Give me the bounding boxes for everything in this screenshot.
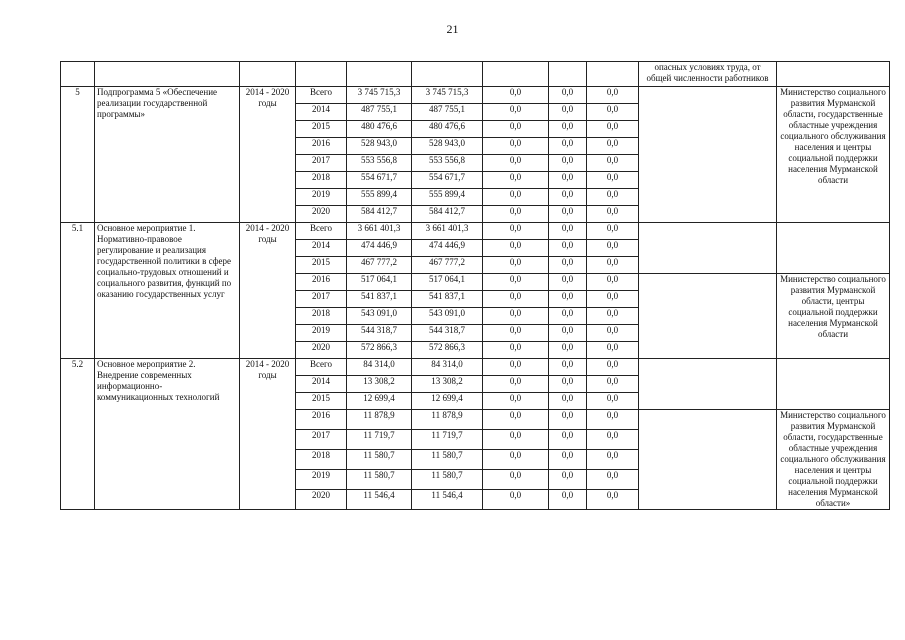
row-federal: 0,0	[483, 376, 549, 393]
row-region: 12 699,4	[412, 393, 483, 410]
header-cell	[549, 62, 587, 87]
row-local: 0,0	[549, 410, 587, 430]
header-cell	[777, 62, 890, 87]
executor-cell	[777, 223, 890, 274]
row-federal: 0,0	[483, 223, 549, 240]
row-region: 541 837,1	[412, 291, 483, 308]
row-other: 0,0	[587, 450, 639, 470]
section-name: Подпрограмма 5 «Обеспечение реализации государственной программы»	[95, 87, 240, 223]
row-federal: 0,0	[483, 450, 549, 470]
header-cell	[483, 62, 549, 87]
row-total: 84 314,0	[347, 359, 412, 376]
row-other: 0,0	[587, 257, 639, 274]
row-total: 544 318,7	[347, 325, 412, 342]
row-region: 3 661 401,3	[412, 223, 483, 240]
row-total: 553 556,8	[347, 155, 412, 172]
section-number: 5.2	[61, 359, 95, 510]
header-row	[61, 62, 890, 87]
row-year: 2016	[296, 410, 347, 430]
section-name: Основное мероприятие 2. Внедрение современных информационно-коммуникационных технологий	[95, 359, 240, 510]
row-region: 84 314,0	[412, 359, 483, 376]
row-year: 2019	[296, 470, 347, 490]
row-year: 2015	[296, 257, 347, 274]
row-total: 584 412,7	[347, 206, 412, 223]
row-region: 572 866,3	[412, 342, 483, 359]
row-federal: 0,0	[483, 308, 549, 325]
row-year: 2016	[296, 138, 347, 155]
section-number: 5.1	[61, 223, 95, 359]
row-other: 0,0	[587, 206, 639, 223]
page-number: 21	[446, 22, 459, 36]
row-total: 3 661 401,3	[347, 223, 412, 240]
row-region: 11 546,4	[412, 490, 483, 510]
row-year: Всего	[296, 359, 347, 376]
row-year: 2019	[296, 189, 347, 206]
row-region: 528 943,0	[412, 138, 483, 155]
row-federal: 0,0	[483, 325, 549, 342]
row-total: 11 719,7	[347, 430, 412, 450]
row-total: 467 777,2	[347, 257, 412, 274]
section-executor: Министерство социального развития Мурманской области, центры социальной поддержки населения Мурманской области	[777, 274, 890, 359]
row-local: 0,0	[549, 274, 587, 291]
row-local: 0,0	[549, 206, 587, 223]
row-local: 0,0	[549, 393, 587, 410]
row-federal: 0,0	[483, 155, 549, 172]
row-region: 487 755,1	[412, 104, 483, 121]
row-federal: 0,0	[483, 342, 549, 359]
row-other: 0,0	[587, 308, 639, 325]
table-row	[61, 223, 890, 240]
row-total: 11 580,7	[347, 450, 412, 470]
row-other: 0,0	[587, 104, 639, 121]
row-other: 0,0	[587, 223, 639, 240]
row-region: 554 671,7	[412, 172, 483, 189]
row-local: 0,0	[549, 325, 587, 342]
row-total: 554 671,7	[347, 172, 412, 189]
row-other: 0,0	[587, 325, 639, 342]
row-region: 11 580,7	[412, 470, 483, 490]
row-federal: 0,0	[483, 206, 549, 223]
row-total: 541 837,1	[347, 291, 412, 308]
row-federal: 0,0	[483, 490, 549, 510]
header-cell	[95, 62, 240, 87]
row-year: 2017	[296, 291, 347, 308]
row-total: 3 745 715,3	[347, 87, 412, 104]
row-total: 474 446,9	[347, 240, 412, 257]
row-year: 2020	[296, 206, 347, 223]
row-other: 0,0	[587, 240, 639, 257]
row-local: 0,0	[549, 291, 587, 308]
row-other: 0,0	[587, 155, 639, 172]
row-region: 11 878,9	[412, 410, 483, 430]
row-local: 0,0	[549, 172, 587, 189]
row-year: 2020	[296, 342, 347, 359]
row-year: 2017	[296, 430, 347, 450]
section-number: 5	[61, 87, 95, 223]
indicator-cell	[639, 359, 777, 410]
header-cell	[61, 62, 95, 87]
row-region: 553 556,8	[412, 155, 483, 172]
row-local: 0,0	[549, 430, 587, 450]
indicator-cell	[639, 223, 777, 274]
row-other: 0,0	[587, 274, 639, 291]
section-executor: Министерство социального развития Мурманской области, государственные областные учреждения социального обслуживания населения и центры социальной поддержки населения Мурманской области»	[777, 410, 890, 510]
row-local: 0,0	[549, 104, 587, 121]
row-local: 0,0	[549, 240, 587, 257]
row-federal: 0,0	[483, 138, 549, 155]
row-region: 11 719,7	[412, 430, 483, 450]
indicator-caption: опасных условиях труда, от общей численности работников	[639, 62, 777, 87]
program-table	[60, 61, 890, 510]
row-region: 543 091,0	[412, 308, 483, 325]
row-other: 0,0	[587, 430, 639, 450]
row-year: 2019	[296, 325, 347, 342]
row-local: 0,0	[549, 257, 587, 274]
row-year: Всего	[296, 87, 347, 104]
row-region: 11 580,7	[412, 450, 483, 470]
header-cell	[412, 62, 483, 87]
indicator-cell	[639, 87, 777, 223]
row-region: 13 308,2	[412, 376, 483, 393]
row-federal: 0,0	[483, 257, 549, 274]
row-other: 0,0	[587, 470, 639, 490]
row-year: 2018	[296, 172, 347, 189]
header-cell	[347, 62, 412, 87]
row-region: 555 899,4	[412, 189, 483, 206]
row-other: 0,0	[587, 87, 639, 104]
row-year: 2015	[296, 393, 347, 410]
row-local: 0,0	[549, 376, 587, 393]
section-period: 2014 - 2020 годы	[240, 223, 296, 359]
row-total: 555 899,4	[347, 189, 412, 206]
row-region: 480 476,6	[412, 121, 483, 138]
table-row	[61, 359, 890, 376]
row-local: 0,0	[549, 155, 587, 172]
header-cell	[240, 62, 296, 87]
row-total: 487 755,1	[347, 104, 412, 121]
row-year: 2017	[296, 155, 347, 172]
row-local: 0,0	[549, 359, 587, 376]
row-other: 0,0	[587, 359, 639, 376]
row-year: 2014	[296, 240, 347, 257]
row-other: 0,0	[587, 291, 639, 308]
row-other: 0,0	[587, 138, 639, 155]
row-federal: 0,0	[483, 291, 549, 308]
row-total: 543 091,0	[347, 308, 412, 325]
row-other: 0,0	[587, 172, 639, 189]
row-local: 0,0	[549, 138, 587, 155]
row-federal: 0,0	[483, 240, 549, 257]
row-other: 0,0	[587, 393, 639, 410]
row-total: 480 476,6	[347, 121, 412, 138]
row-federal: 0,0	[483, 87, 549, 104]
row-federal: 0,0	[483, 410, 549, 430]
row-federal: 0,0	[483, 121, 549, 138]
row-year: Всего	[296, 223, 347, 240]
indicator-cell	[639, 410, 777, 510]
row-total: 12 699,4	[347, 393, 412, 410]
row-federal: 0,0	[483, 274, 549, 291]
section-period: 2014 - 2020 годы	[240, 359, 296, 510]
row-federal: 0,0	[483, 359, 549, 376]
row-local: 0,0	[549, 223, 587, 240]
row-other: 0,0	[587, 490, 639, 510]
row-total: 528 943,0	[347, 138, 412, 155]
row-year: 2015	[296, 121, 347, 138]
section-name: Основное мероприятие 1. Нормативно-правовое регулирование и реализация государственной политики в сфере социально-трудовых отношений и социального развития, функций по оказанию государственных услуг	[95, 223, 240, 359]
section-executor: Министерство социального развития Мурманской области, государственные областные учреждения социального обслуживания населения и центры социальной поддержки населения Мурманской области	[777, 87, 890, 223]
row-federal: 0,0	[483, 189, 549, 206]
row-local: 0,0	[549, 121, 587, 138]
row-other: 0,0	[587, 342, 639, 359]
row-federal: 0,0	[483, 104, 549, 121]
row-local: 0,0	[549, 470, 587, 490]
row-other: 0,0	[587, 410, 639, 430]
header-cell	[296, 62, 347, 87]
row-year: 2018	[296, 308, 347, 325]
row-region: 474 446,9	[412, 240, 483, 257]
row-federal: 0,0	[483, 393, 549, 410]
row-total: 572 866,3	[347, 342, 412, 359]
row-other: 0,0	[587, 121, 639, 138]
header-cell	[587, 62, 639, 87]
row-local: 0,0	[549, 87, 587, 104]
table-body	[61, 87, 890, 510]
section-period: 2014 - 2020 годы	[240, 87, 296, 223]
row-other: 0,0	[587, 189, 639, 206]
row-other: 0,0	[587, 376, 639, 393]
executor-cell	[777, 359, 890, 410]
row-region: 467 777,2	[412, 257, 483, 274]
row-region: 584 412,7	[412, 206, 483, 223]
row-total: 11 546,4	[347, 490, 412, 510]
row-total: 517 064,1	[347, 274, 412, 291]
row-region: 544 318,7	[412, 325, 483, 342]
row-local: 0,0	[549, 450, 587, 470]
row-year: 2014	[296, 104, 347, 121]
row-year: 2018	[296, 450, 347, 470]
row-year: 2016	[296, 274, 347, 291]
table-row	[61, 87, 890, 104]
row-local: 0,0	[549, 342, 587, 359]
row-region: 3 745 715,3	[412, 87, 483, 104]
indicator-cell	[639, 274, 777, 359]
row-year: 2020	[296, 490, 347, 510]
row-total: 11 580,7	[347, 470, 412, 490]
row-federal: 0,0	[483, 470, 549, 490]
row-total: 13 308,2	[347, 376, 412, 393]
row-federal: 0,0	[483, 430, 549, 450]
row-local: 0,0	[549, 308, 587, 325]
row-federal: 0,0	[483, 172, 549, 189]
row-total: 11 878,9	[347, 410, 412, 430]
row-region: 517 064,1	[412, 274, 483, 291]
row-local: 0,0	[549, 189, 587, 206]
row-local: 0,0	[549, 490, 587, 510]
row-year: 2014	[296, 376, 347, 393]
